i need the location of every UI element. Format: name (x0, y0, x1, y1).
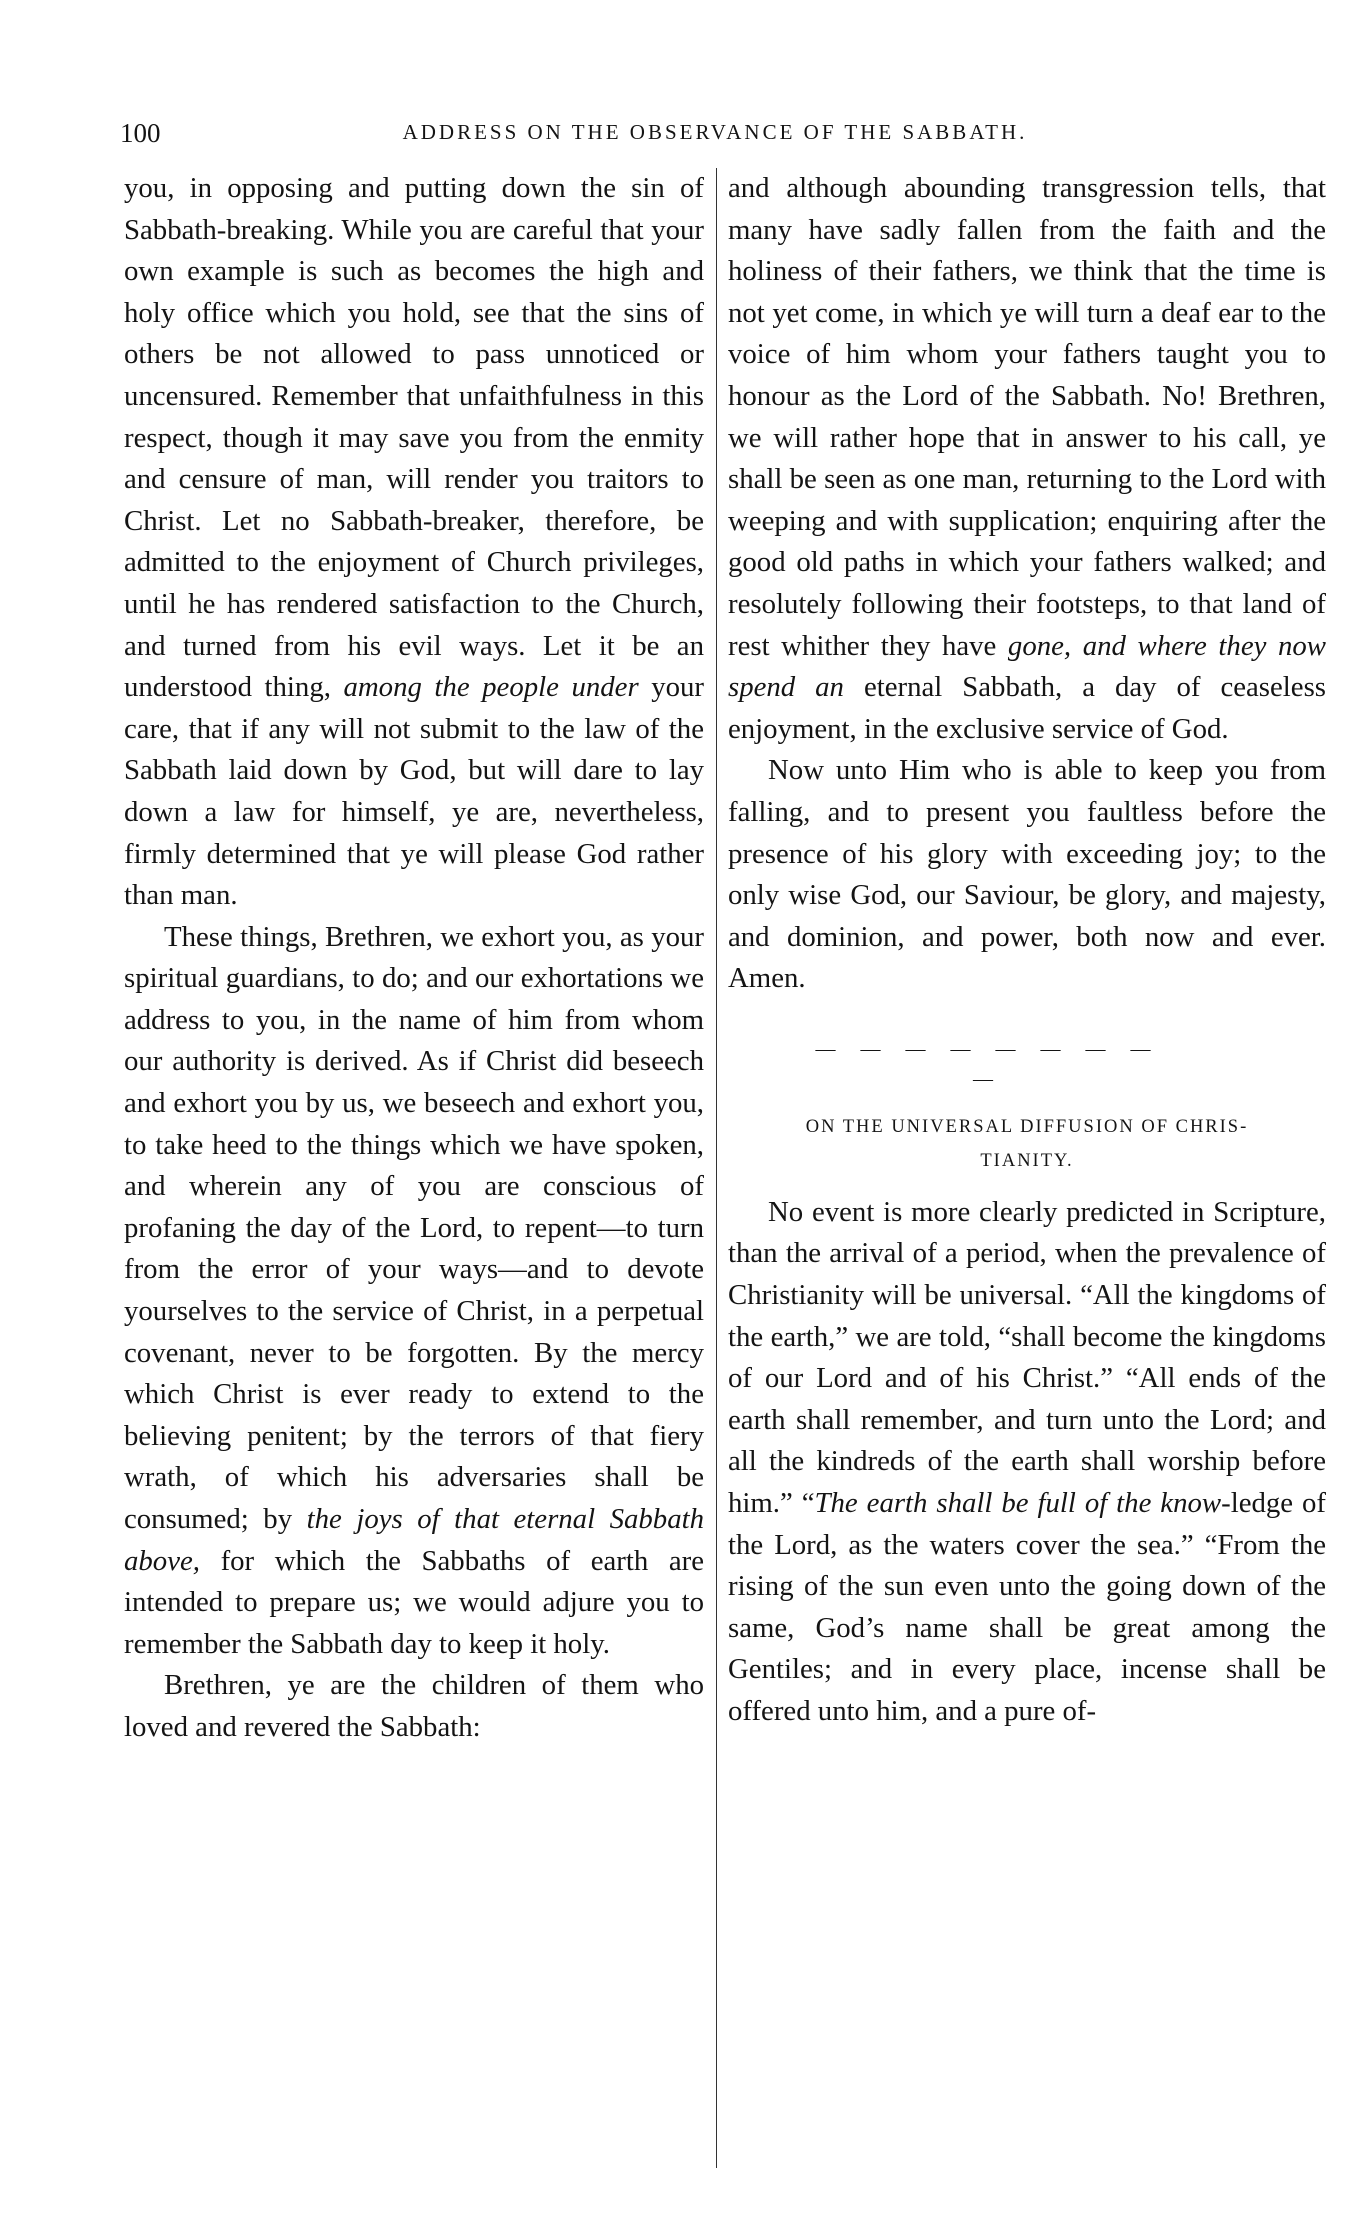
paragraph (728, 168, 1326, 750)
paragraph (124, 917, 704, 1666)
section-heading (728, 1110, 1326, 1178)
section-separator: — — — — — — — — — (815, 1037, 1161, 1090)
heading-line: TIANITY. (980, 1150, 1074, 1171)
heading-line: ON THE UNIVERSAL DIFFUSION OF CHRIS- (805, 1116, 1249, 1137)
paragraph (728, 1192, 1326, 1733)
text-run: eternal Sabbath, a day of ceaseless enjoyment, in the exclusive service of God. (728, 671, 1326, 745)
text-run: and although abounding transgression tells, that many have sadly fallen from the faith and the holiness of their fathers, we think that the time is not yet come, in which ye will turn a deaf ear to the voice of him whom your fathers taught you to honour as the Lord of the Sabbath. No! Brethren, we will rather hope that in answer to his call, ye shall be seen as one man, returning to the Lord with weeping and with supplication; enquiring after the good old paths in which your fathers walked; and resolutely following their footsteps, to that land of rest whither they have (728, 172, 1326, 662)
column-divider (716, 168, 717, 2168)
text-run: for which the Sabbaths of earth are intended to prepare us; we would adjure you to remember the Sabbath day to keep it holy. (124, 1544, 704, 1660)
italic-text: the joys of that eternal Sabbath above, (124, 1503, 704, 1577)
paragraph: Now unto Him who is able to keep you from falling, and to present you faultless before the presence of his glory with exceeding joy; to the only wise God, our Saviour, be glory, and majesty, and dominion, and power, both now and ever. Amen. (728, 754, 1326, 995)
page-number: 100 (120, 118, 161, 148)
left-column (124, 168, 704, 1749)
italic-text: gone, and where they now spend an (728, 629, 1326, 704)
running-title: ADDRESS ON THE OBSERVANCE OF THE SABBATH. (402, 120, 1028, 144)
text-run: These things, Brethren, we exhort you, as your spiritual guardians, to do; and our exhortations we address to you, in the name of him from whom our authority is derived. As if Christ did beseech and exhort you by us, we beseech and exhort you, to take heed to the things which we have spoken, and wherein any of you are conscious of profaning the day of the Lord, to repent—to turn from the error of your ways—and to devote yourselves to the service of Christ, in a perpetual covenant, never to be forgotten. By the mercy which Christ is ever ready to extend to the believing penitent; by the terrors of that fiery wrath, of which his adversaries shall be consumed; by (124, 920, 704, 1535)
text-run: you, in opposing and putting down the sin of Sabbath-breaking. While you are careful that your own example is such as becomes the high and holy office which you hold, see that the sins of others be not allowed to pass unnoticed or uncensured. Remember that unfaithfulness in this respect, though it may save you from the enmity and censure of man, will render you traitors to Christ. Let no Sabbath-breaker, therefore, be admitted to the enjoyment of Church privileges, until he has rendered satisfaction to the Church, and turned from his evil ways. Let it be an understood thing, (124, 172, 704, 704)
italic-text: The earth shall be full of the know- (814, 1487, 1231, 1520)
text-run: your care, that if any will not submit to the law of the Sabbath laid down by God, but will dare to lay down a law for himself, ye are, nevertheless, firmly determined that ye will please God rather than man. (124, 671, 705, 912)
italic-text: among the people under (343, 671, 639, 704)
text-run: ledge of the Lord, as the waters cover the sea.” “From the rising of the sun even unto the going down of the same, God’s name shall be great among the Gentiles; and in every place, incense shall be offered unto him, and a pure of- (728, 1487, 1326, 1727)
text-run: No event is more clearly predicted in Scripture, than the arrival of a period, when the prevalence of Christianity will be universal. “All the kingdoms of the earth,” we are told, “shall become the kingdoms of our Lord and of his Christ.” “All ends of the earth shall remember, and turn unto the Lord; and all the kindreds of the earth shall worship before him.” “ (728, 1195, 1326, 1520)
paragraph (124, 168, 704, 917)
right-column (728, 168, 1326, 1733)
page-header (120, 118, 1310, 158)
paragraph: Brethren, ye are the children of them who loved and revered the Sabbath: (124, 1669, 704, 1743)
